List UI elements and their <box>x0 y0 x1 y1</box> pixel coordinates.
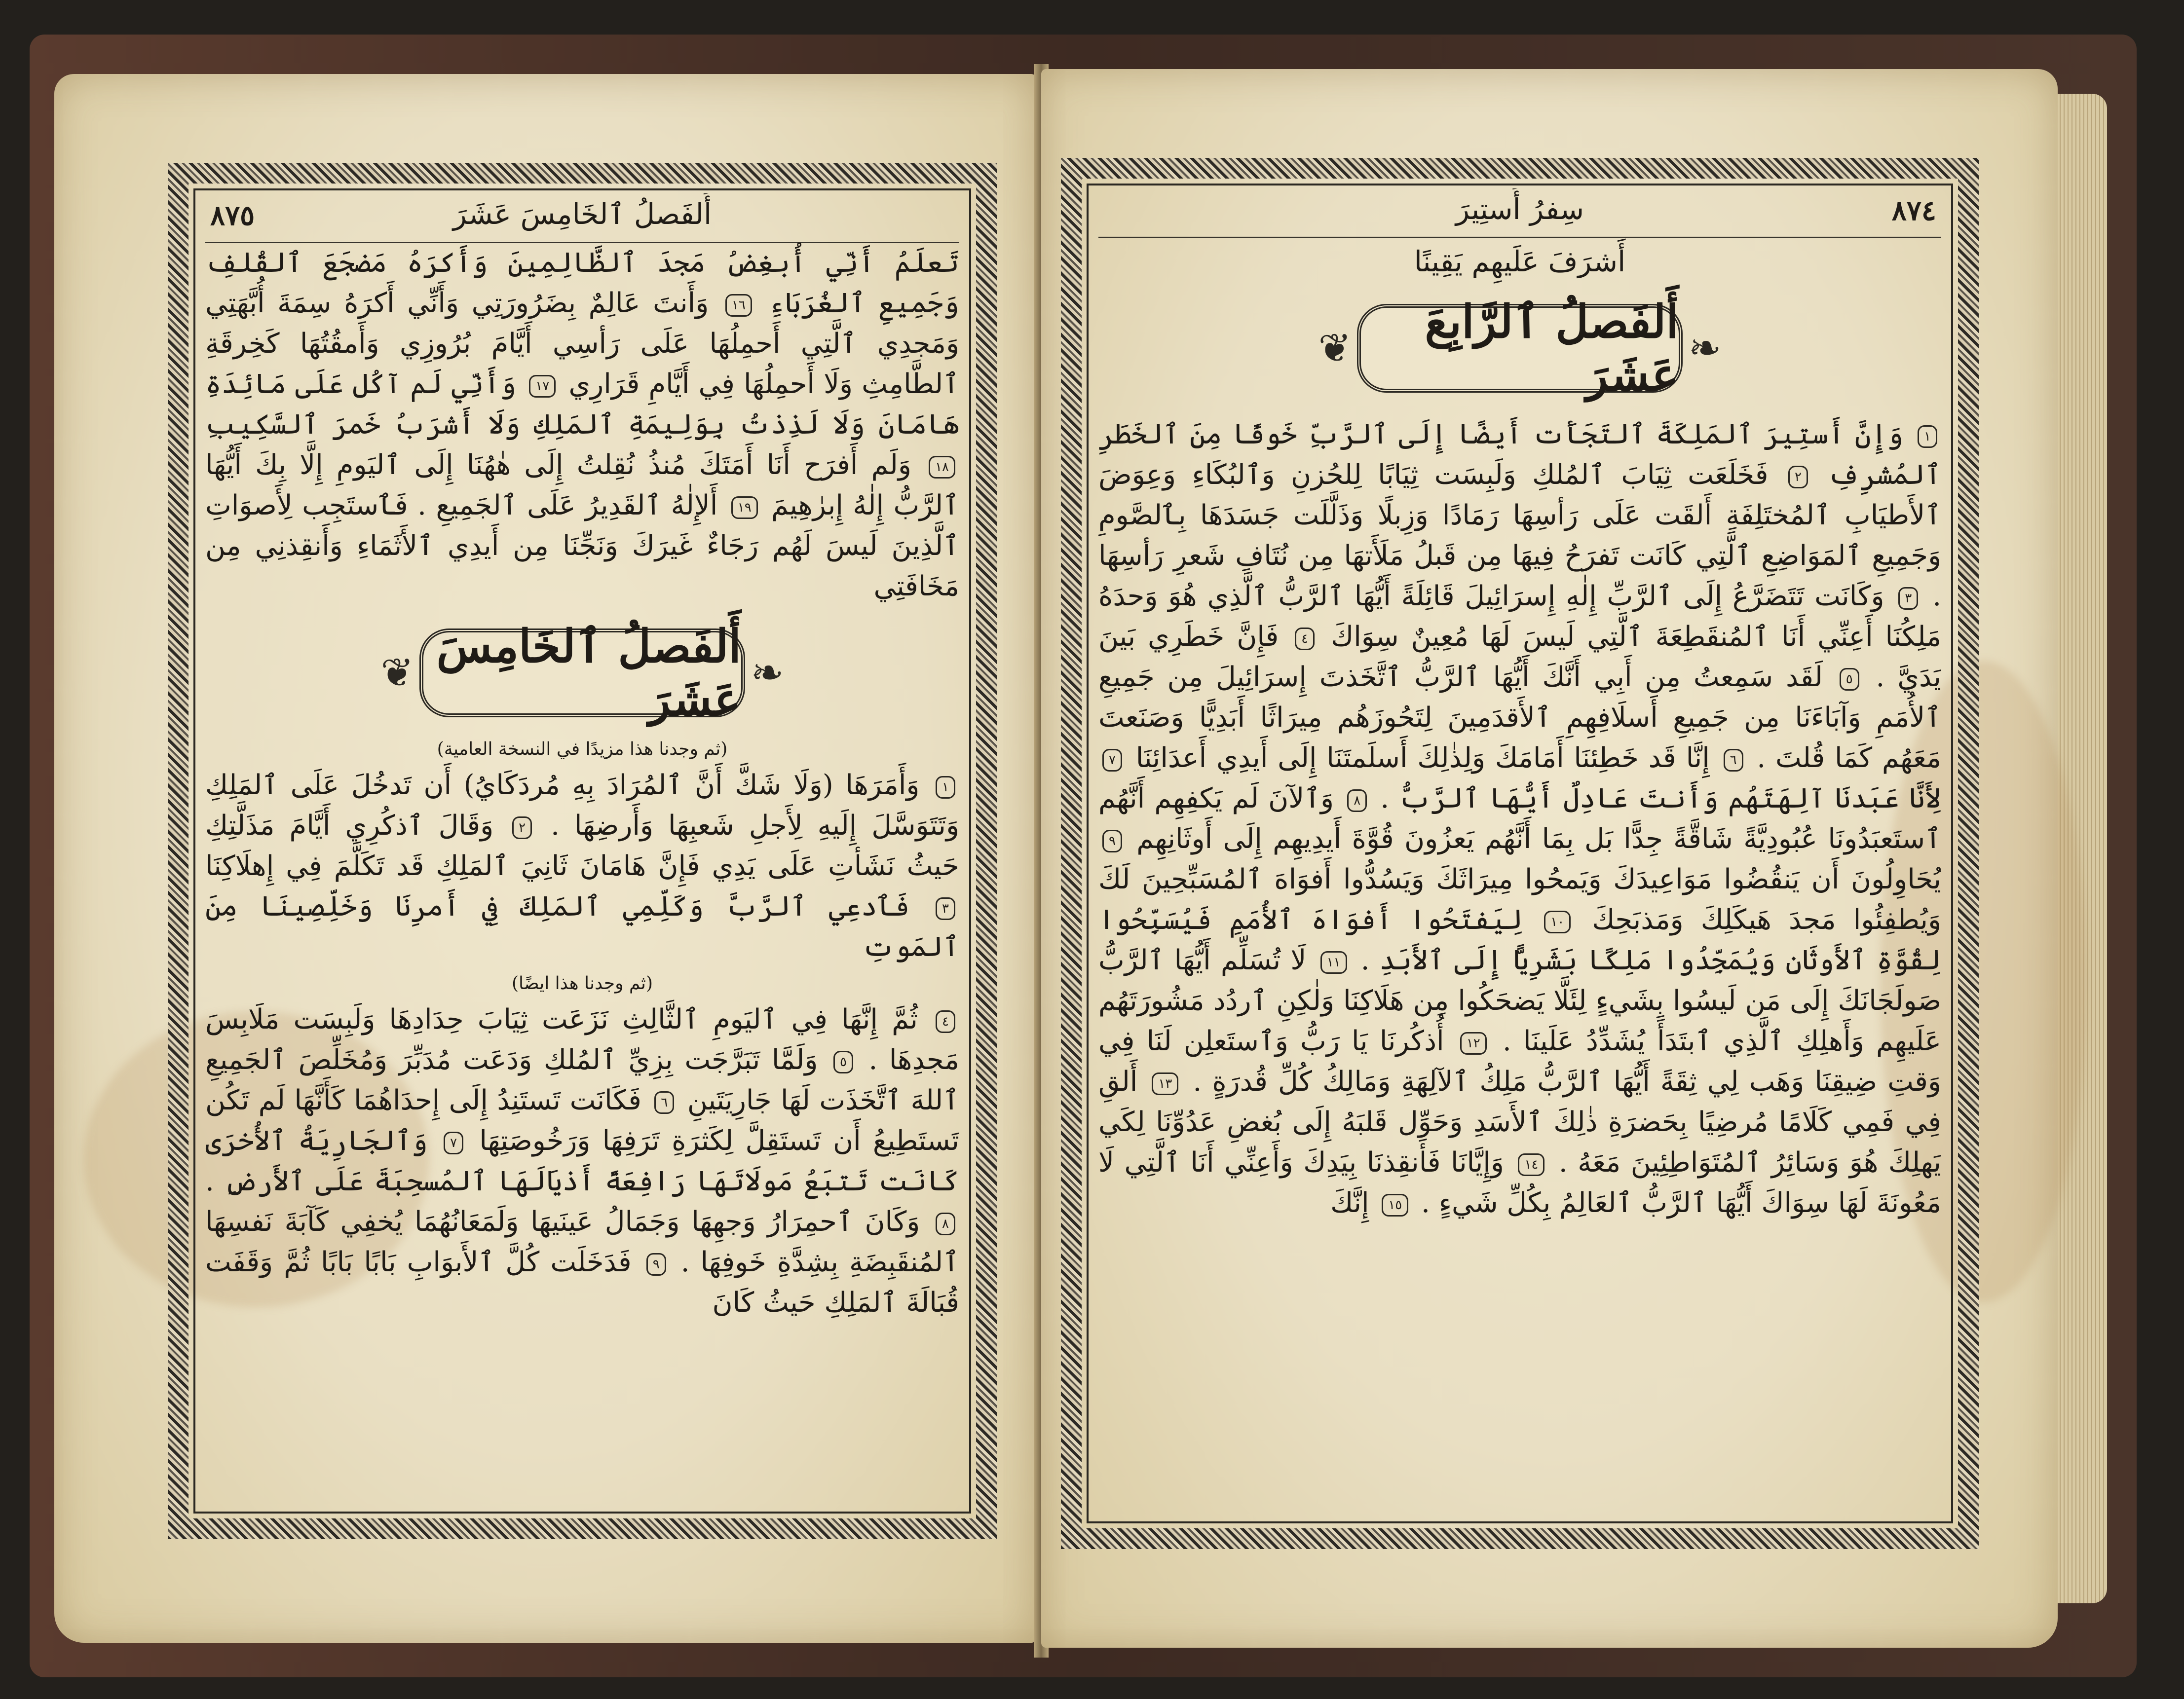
verse-text: وَإِيَّانَا فَأَنقِذنَا بِيَدِكَ وَأَعِنِّي أَنَا ٱلَّتِي لَا مَعُونَةَ لَهَا سِوَاكَ أَيُّهَا ٱلرَّبُّ ٱلعَالِمُ بِكُلِّ شَيءٍ . <box>1098 1146 1941 1219</box>
verse-text: أَلقِ فِي فَمِي كَلَامًا مُرضِيًا بِحَضرَةِ ذٰلِكَ ٱلأَسَدِ وَحَوِّل قَلبَهُ إِلَى بُغضِ عَدُوِّنَا لِكَي يَهلِكَ هُوَ وَسَائِرُ ٱلمُتَوَاطِئِينَ مَعَهُ . <box>1098 1066 1941 1179</box>
verse-text: أَلإِلٰهُ ٱلقَدِيرُ عَلَى ٱلجَمِيعِ . فَٱستَجِب لِأَصوَاتِ ٱلَّذِينَ لَيسَ لَهُم رَجَاءٌ غَيرَكَ وَنَجِّنَا مِن أَيدِي ٱلأَثَمَاءِ وَأَنقِذنِي مِن مَخَافَتِي <box>205 489 959 602</box>
floral-ornament-icon: ❦ <box>1318 325 1352 371</box>
opening-line: أَشرَفَ عَلَيهِم يَقِينًا <box>1414 245 1626 278</box>
verse-text: فَدَخَلَت كُلَّ ٱلأَبوَابِ بَابًا بَابًا ثُمَّ وَقَفَت قُبَالَةَ ٱلمَلِكِ حَيثُ كَانَ <box>205 1246 959 1319</box>
verse-text: وَإِنَّ أَستِيرَ ٱلمَلِكَةَ ٱلتَجَأَت أَيضًا إِلَى ٱلرَّبِّ خَوفًا مِنَ ٱلخَطَرِ ٱلمُشرِفِ <box>1098 418 1941 491</box>
verse-marker: ١٠ <box>1544 911 1571 933</box>
verse-marker: ١٤ <box>1518 1153 1544 1176</box>
left-page-text <box>205 193 959 1509</box>
floral-ornament-icon: ❦ <box>380 650 414 696</box>
verse-marker: ١٩ <box>731 496 758 519</box>
verse-marker: ٦ <box>1724 749 1743 772</box>
right-page <box>1041 69 2058 1648</box>
verse-text: فَخَلَعَت ثِيَابَ ٱلمُلكِ وَلَبِسَت ثِيَابًا لِلحُزنِ وَٱلبُكَاءِ وَعِوَضَ ٱلأَطيَابِ ٱلمُختَلِفَةِ أَلقَت عَلَى رَأسِهَا رَمَادًا وَزِبلًا وَذَلَّلَت جَسَدَهَا بِٱلصَّومِ وَجَمِيعِ ٱلمَوَاضِعِ ٱلَّتِي كَانَت تَفرَحُ فِيهَا مِن قَبلُ مَلَأَتهَا مِن نُتَافِ شَعرِ رَأسِهَا . <box>1098 459 1941 612</box>
ornamental-border-left <box>168 163 997 1539</box>
right-page-text <box>1098 188 1941 1518</box>
page-header <box>205 193 959 243</box>
verse-text: لَا تُسَلِّم أَيُّهَا ٱلرَّبُّ صَولَجَانَكَ إِلَى مَن لَيسُوا بِشَيءٍ لِئَلَّا يَضحَكُوا مِن هَلَاكِنَا وَلٰكِنِ ٱردُد مَشُورَتَهُم عَلَيهِم وَأَهلِكِ ٱلَّذِي ٱبتَدَأَ يُشَدِّدُ عَلَينَا . <box>1098 944 1941 1057</box>
chapter-title-box <box>1357 295 1683 402</box>
verse-text: لِأَنَّا عَبَدنَا آلِهَتَهُم وَأَنتَ عَادِلٌ أَيُّهَا ٱلرَّبُّ . <box>1380 782 1941 814</box>
verse-text: وَأَنِّي لَم آكُل عَلَى مَائِدَةِ هَامَانَ وَلَا لَذِذتُ بِوَلِيمَةِ ٱلمَلِكِ وَلَا أَشرَبُ خَمرَ ٱلسَّكِيبِ <box>205 368 959 441</box>
verse-marker: ١١ <box>1320 951 1347 974</box>
ornamental-border-right <box>1061 158 1979 1549</box>
left-page <box>54 74 1036 1643</box>
page-number: ٨٧٥ <box>210 199 255 232</box>
verse-marker: ١٣ <box>1152 1072 1178 1095</box>
verse-marker: ٤ <box>936 1010 955 1033</box>
editorial-note: (ثم وجدنا هذا ايضًا) <box>511 973 653 994</box>
verse-block-middle <box>205 765 959 967</box>
verse-marker: ٣ <box>1898 587 1918 610</box>
verse-marker: ٨ <box>1347 789 1367 812</box>
verse-marker: ٧ <box>1102 749 1122 772</box>
verse-marker: ٩ <box>1102 830 1122 852</box>
verse-marker: ٩ <box>646 1253 666 1276</box>
chapter-heading-ornament <box>1318 294 1722 403</box>
verse-marker: ١٧ <box>529 375 556 398</box>
verse-marker: ٥ <box>1840 668 1859 691</box>
verse-text: وَقَالَ ٱذكُرِي أَيَّامَ مَذَلَّتِكِ حَيثُ نَشَأتِ عَلَى يَدِي فَإِنَّ هَامَانَ ثَانِيَ ٱلمَلِكِ قَد تَكَلَّمَ فِي إِهلَاكِنَا <box>205 810 959 882</box>
verse-marker: ١٢ <box>1460 1032 1487 1055</box>
verse-block-bottom <box>205 999 959 1323</box>
verse-marker: ٨ <box>936 1213 955 1235</box>
verse-marker: ٤ <box>1295 628 1315 650</box>
verse-text: وَأَمَرَهَا (وَلَا شَكَّ أَنَّ ٱلمُرَادَ بِهِ مُردَكَايُ) أَن تَدخُلَ عَلَى ٱلمَلِكِ وَتَتَوَسَّلَ إِلَيهِ لِأَجلِ شَعبِهَا وَأَرضِهَا . <box>205 769 959 842</box>
verse-text: وَلَمَّا تَبَرَّجَت بِزِيِّ ٱلمُلكِ وَدَعَت مُدَبِّرَ وَمُخَلِّصَ ٱلجَمِيعِ ٱللهَ ٱتَّخَذَت لَهَا جَارِيَتَينِ <box>205 1044 959 1116</box>
verse-text: وَٱلجَارِيَةُ ٱلأُخرَى كَانَت تَتبَعُ مَولَاتَهَا رَافِعَةً أَذيَالَهَا ٱلمُسحِبَةَ عَلَى ٱلأَرضِ . <box>205 1125 959 1197</box>
chapter-title-box <box>419 620 745 726</box>
verse-text: إِنَّا قَد خَطِئنَا أَمَامَكَ وَلِذٰلِكَ أَسلَمتَنَا إِلَى أَيدِي أَعدَائِنَا <box>1135 742 1710 774</box>
verse-marker: ٧ <box>444 1132 463 1154</box>
verse-text: وَأَنتَ عَالِمٌ بِضَرُورَتِي وَأَنِّي أَكرَهُ سِمَةَ أُبَّهَتِي وَمَجدِي ٱلَّتِي أَحمِلُهَا عَلَى رَأسِي أَيَّامَ بُرُوزِي وَأَمقُتُهَا كَخِرقَةِ ٱلطَّامِثِ وَلَا أَحمِلُهَا فِي أَيَّامِ قَرَارِي <box>205 287 959 400</box>
verse-text: ثُمَّ إِنَّهَا فِي ٱليَومِ ٱلثَّالِثِ نَزَعَت ثِيَابَ حِدَادِهَا وَلَبِسَت مَلَابِسَ مَجدِهَا . <box>205 1003 959 1076</box>
running-head: سِفرُ أَستِيرَ <box>1455 192 1584 226</box>
running-head: أَلفَصلُ ٱلخَامِسَ عَشَرَ <box>452 197 712 231</box>
chapter-heading-ornament <box>380 619 785 727</box>
verse-marker: ١ <box>1918 425 1937 448</box>
verse-marker: ١٥ <box>1382 1194 1408 1217</box>
floral-ornament-icon: ❧ <box>1688 325 1722 371</box>
verse-text: لِيَفتَحُوا أَفوَاهَ ٱلأُمَمِ فَيُسَبِّحُوا لِقُوَّةِ ٱلأَوثَانِ وَيُمَجِّدُوا مَلِكًا بَشَرِيًّا إِلَى ٱلأَبَدِ . <box>1098 904 1941 976</box>
verse-marker: ٦ <box>654 1091 674 1114</box>
verse-text: تَعلَمُ أَنِّي أُبغِضُ مَجدَ ٱلظَّالِمِينَ وَأَكرَهُ مَضجَعَ ٱلقُلفِ وَجَمِيعِ ٱلغُرَبَاءِ <box>205 247 959 319</box>
verse-text: وَكَانَت تَتَضَرَّعُ إِلَى ٱلرَّبِّ إِلٰهِ إِسرَائِيلَ قَائِلَةً أَيُّهَا ٱلرَّبُّ ٱلَّذِي هُوَ وَحدَهُ مَلِكُنَا أَعِنِّي أَنَا ٱلمُنقَطِعَةَ ٱلَّتِي لَيسَ لَهَا مُعِينٌ سِوَاكَ <box>1098 580 1941 653</box>
verse-marker: ٣ <box>936 897 955 920</box>
floral-ornament-icon: ❧ <box>751 650 784 696</box>
verse-text: يُحَاوِلُونَ أَن يَنقُضُوا مَوَاعِيدَكَ وَيَمحُوا مِيرَاثَكَ وَيَسُدُّوا أَفوَاهَ ٱلمُسَبِّحِينَ لَكَ وَيُطفِئُوا مَجدَ هَيكَلِكَ وَمَذبَحِكَ <box>1098 863 1941 936</box>
verse-text: فَٱدعِي ٱلرَّبَّ وَكَلِّمِي ٱلمَلِكَ فِي أَمرِنَا وَخَلِّصِينَا مِنَ ٱلمَوتِ <box>205 890 959 963</box>
verse-marker: ١ <box>936 776 955 799</box>
verse-text: وَلَم أَفرَح أَنَا أَمَتَكَ مُنذُ نُقِلتُ إِلَى هٰهُنَا إِلَى ٱليَومِ إِلَّا بِكَ أَيُّهَا ٱلرَّبُّ إِلٰهُ إِبرٰهِيمَ <box>205 449 959 521</box>
chapter-title: أَلفَصلُ ٱلخَامِسَ عَشَرَ <box>436 620 741 726</box>
editorial-note: (ثم وجدنا هذا مزيدًا في النسخة العامية) <box>437 739 728 759</box>
verse-text: فَكَانَت تَستَنِدُ إِلَى إِحدَاهُمَا كَأَنَّهَا لَم تَكُن تَستَطِيعُ أَن تَستَقِلَّ لِكَثرَةِ تَرَفِهَا وَرَخُوصَتِهَا <box>205 1084 959 1157</box>
verse-block-top <box>205 243 959 607</box>
verse-text: فَإِنَّ خَطَرِي بَينَ يَدَيَّ . <box>1098 621 1941 693</box>
verse-marker: ٥ <box>833 1051 853 1073</box>
verse-text: إِنَّكَ <box>1330 1187 1369 1219</box>
verse-text: أُذكُرنَا يَا رَبُّ وَٱستَعلِن لَنَا فِي وَقتِ ضِيقِنَا وَهَب لِي ثِقَةً أَيُّهَا ٱلرَّبُّ مَلِكُ ٱلآلِهَةِ وَمَالِكُ كُلِّ قُدرَةٍ . <box>1098 1025 1941 1098</box>
verse-marker: ٢ <box>512 816 532 839</box>
verse-text: لَقَد سَمِعتُ مِن أَبِي أَنَّكَ أَيُّهَا ٱلرَّبُّ ٱتَّخَذتَ إِسرَائِيلَ مِن جَمِيعِ ٱلأُمَمِ وَآبَاءَنَا مِن جَمِيعِ أَسلَافِهِمِ ٱلأَقدَمِينَ لِتَحُوزَهُم مِيرَاثًا أَبَدِيًّا وَصَنَعتَ مَعَهُم كَمَا قُلتَ . <box>1098 661 1941 774</box>
verse-text: وَٱلآنَ لَم يَكفِهِم أَنَّهُم ٱستَعبَدُونَا عُبُودِيَّةً شَاقَّةً جِدًّا بَل بِمَا أَنَّهُم يَعزُونَ قُوَّةَ أَيدِيهِم إِلَى أَوثَانِهِم <box>1098 782 1941 855</box>
chapter-title: أَلفَصلُ ٱلرَّابِعَ عَشَرَ <box>1425 295 1679 402</box>
page-number: ٨٧٤ <box>1891 194 1936 227</box>
verse-marker: ١٦ <box>725 294 752 317</box>
page-header <box>1098 188 1941 238</box>
verse-text: وَكَانَ ٱحمِرَارُ وَجهِهَا وَجَمَالُ عَينَيهَا وَلَمَعَانُهُمَا يُخفِي كَآبَةَ نَفسِهَا ٱلمُنقَبِضَةِ بِشِدَّةِ خَوفِهَا . <box>205 1206 959 1278</box>
verse-marker: ١٨ <box>929 456 955 479</box>
verse-marker: ٢ <box>1788 466 1808 488</box>
verse-block <box>1098 414 1941 1223</box>
